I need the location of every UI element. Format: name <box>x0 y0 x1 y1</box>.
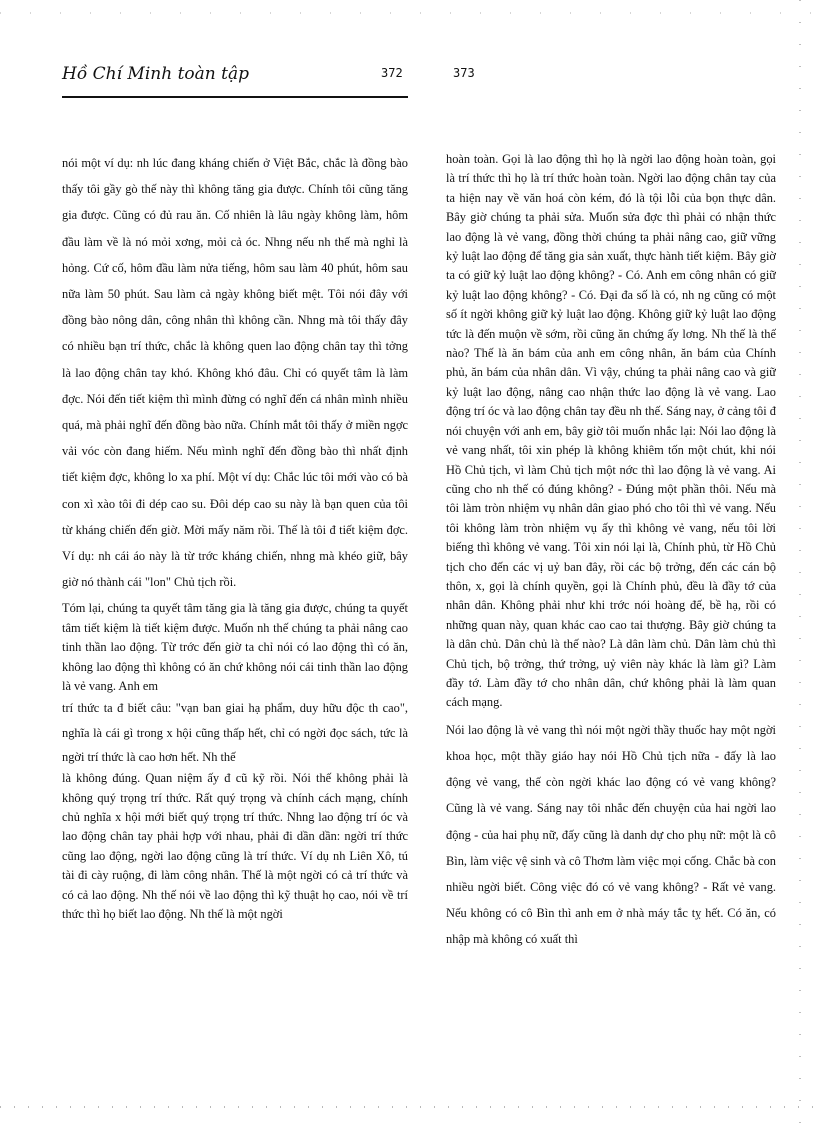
right-page-number: 373 <box>453 66 475 80</box>
scan-artifact-bottom <box>0 1106 816 1108</box>
left-page-column <box>62 150 408 924</box>
scan-artifact-edge <box>799 0 801 1123</box>
right-page-column <box>446 150 776 953</box>
left-paragraph-3: trí thức ta đ biết câu: "vạn ban giai hạ phẩm, duy hữu độc th cao", nghĩa là cái gì trong x hội cũng thấp hết, chỉ có ngời đọc sách, tức là ngời trí thức là cao hơn hết. Nh thế <box>62 701 408 764</box>
left-paragraph-2: Tóm lại, chúng ta quyết tâm tăng gia là tăng gia được, chúng ta quyết tâm tiết kiệm là tiết kiệm được. Muốn nh thế chúng ta phải nâng cao tinh thần lao động. Từ trớc đến giờ ta chỉ nói có lao động thì có ăn, không lao động thì không có ăn chứ không nói cái tinh thần lao động là vẻ vang. Anh em <box>62 601 408 694</box>
left-page-number: 372 <box>381 66 403 80</box>
scan-artifact-top <box>0 12 816 14</box>
header-rule <box>62 96 408 98</box>
book-title-header: Hồ Chí Minh toàn tập <box>62 64 249 84</box>
left-paragraph-4: là không đúng. Quan niệm ấy đ cũ kỹ rồi. Nói thế không phải là không quý trọng trí thức. Rất quý trọng và chính cách mạng, chính chủ nghĩa x hội mới biết quý trọng trí thức. Nhng lao động trí óc và lao động chân tay phải hợp với nhau, phải đi dần dần: ngời trí thức cũng lao động, ngời lao động cũng là trí thức. Ví dụ nh Liên Xô, tú tài đi cày ruộng, đi làm công nhân. Thế là một ngời có cả trí thức và có cả lao động. Nh thế nói về lao động thì kỹ thuật họ cao, nói về trí thức thì họ biết lao động. Nh thế là một ngời <box>62 771 408 921</box>
left-paragraph-1: nói một ví dụ: nh lúc đang kháng chiến ở Việt Bắc, chắc là đồng bào thấy tôi gầy gò thế này thì không tăng gia được. Chính tôi cũng tăng gia được. Cũng có đủ rau ăn. Cố nhiên là lâu ngày không làm, hôm đầu làm về là nó mỏi xơng, mỏi cả óc. Nhng nếu nh thế mà nghỉ là hỏng. Cứ cố, hôm đầu làm nửa tiếng, hôm sau làm 40 phút, hôm sau nữa làm 50 phút. Sau làm cả ngày không biết mệt. Tôi nói đây với đồng bào nông dân, công nhân thì không cần. Nhng mà tôi thấy đây có nhiều bạn trí thức, chắc là không quen lao động chân tay thì tởng là lao động chân tay khó. Không khó đâu. Chỉ có quyết tâm là làm đợc. Nói đến tiết kiệm thì mình đừng có nghĩ đến cá nhân mình nhiều quá, mà phải nghĩ đến đồng bào nữa. Chính mắt tôi thấy ở miền ngợc vải vóc còn đang hiếm. Nếu mình nghĩ đến đồng bào thì nhất định tiết kiệm đợc, không lo xa phí. Một ví dụ: Chắc lúc tôi mới vào có bà con xì xào tôi đi dép cao su. Đôi dép cao su này là bạn quen của tôi từ kháng chiến đến giờ. Mời mấy năm rồi. Thế là tôi đ tiết kiệm đợc. Ví dụ: nh cái áo này là từ trớc kháng chiến, nhng mà khéo giữ, bây giờ nó thành cái "lon" Chủ tịch rồi. <box>62 156 408 590</box>
right-paragraph-2: Nói lao động là vẻ vang thì nói một ngời thầy thuốc hay một ngời khoa học, một thầy giáo hay nói Hồ Chủ tịch nữa - đấy là lao động vẻ vang, thế còn ngời khác lao động có vẻ vang không? Cũng là vẻ vang. Sáng nay tôi nhắc đến chuyện của hai ngời lao động - của hai phụ nữ, đấy cũng là danh dự cho phụ nữ: một là cô Bìn, làm việc vệ sinh và cô Thơm làm việc mọi cống. Chắc bà con nhiều ngời biết. Công việc đó có vẻ vang không? - Rất vẻ vang. Nếu không có cô Bìn thì anh em ở nhà máy tắc tỵ hết. Có ăn, có nhập mà không có xuất thì <box>446 722 776 947</box>
right-paragraph-1: hoàn toàn. Gọi là lao động thì họ là ngời lao động hoàn toàn, gọi là trí thức thì họ là trí thức hoàn toàn. Ngời lao động chân tay của ta hiện nay về văn hoá còn kém, đó là tội lỗi của bọn thực dân. Bây giờ chúng ta phải sửa. Muốn sửa đợc thì phải có nhận thức lao động là vẻ vang, đồng thời chúng ta phải nâng cao, giữ vững kỷ luật lao động để tăng gia sản xuất, thực hành tiết kiệm. Bây giờ ta có giữ kỷ luật lao động không? - Có. Anh em công nhân có giữ kỷ luật lao động không? - Có. Đại đa số là có, nh ng cũng có một số ít ngời không giữ kỷ luật lao động. Không giữ kỷ luật lao động tức là đến muộn về sớm, rồi cũng ăn chứng ấy lơng. Nh thế là thế nào? Thế là ăn bám của anh em công nhân, ăn bám của Chính phủ, ăn bám của nhân dân. Vì vậy, chúng ta phải nâng cao và giữ kỷ luật lao động, nâng cao nhận thức lao động là vẻ vang. Lao động trí óc và lao động chân tay đều nh thế. Sáng nay, ở cảng tôi đ nói chuyện với anh em, bây giờ tôi muốn nhắc lại: Nói lao động là vẻ vang nhất, tôi xin phép là không khiêm tốn một chút, khi nói Hồ Chủ tịch, vì làm Chủ tịch một nớc thì lao động là vẻ vang. Ai cũng cho nh thế có đúng không? - Đúng một phần thôi. Nếu mà tôi làm tròn nhiệm vụ nhân dân giao phó cho tôi thì vẻ vang. Nếu tôi không làm tròn nhiệm vụ ấy thì không vẻ vang, nếu tôi lời biếng thì không vẻ vang. Tôi xin nói lại là, Chính phủ, từ Hồ Chủ tịch cho đến các vị uỷ ban đây, rồi các bộ trởng, đến các cán bộ thôn, x, gọi là chính quyền, gọi là Chính phủ, đều là đầy tớ của nhân dân. Không phải như khi trớc nói hoàng đế, bề hạ, rồi có những quan này, quan khác cao cao tai thượng. Bây giờ chúng ta là dân chủ. Dân chủ là thế nào? Là dân làm chủ. Dân làm chủ thì Chủ tịch, bộ trởng, thứ trởng, uỷ viên này khác là làm gì? Làm đầy tớ. Làm đầy tớ cho nhân dân, chứ không phải là làm quan cách mạng. <box>446 152 776 710</box>
